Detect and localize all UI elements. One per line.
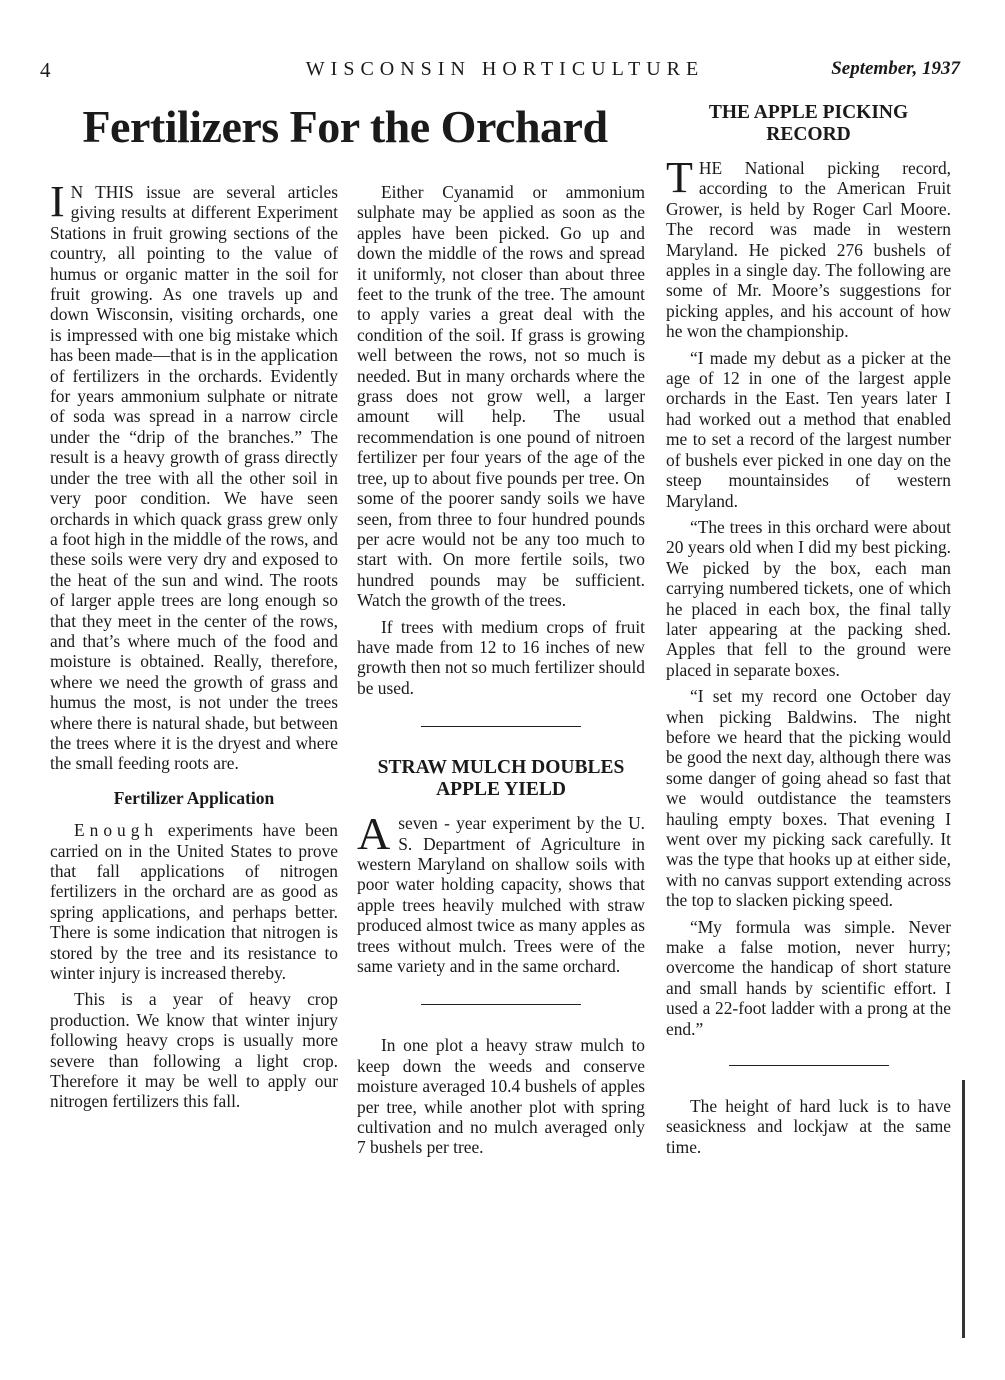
article-title: Fertilizers For the Orchard <box>82 101 608 152</box>
divider-rule <box>421 1004 581 1005</box>
apple-record-paragraph: “I made my debut as a picker at the age of 12 in one of the largest apple orchards in the East. Ten years later I had worked out a method that enabled me to set a record of the largest number of bushels ever picked in one day on the steep mountainsides of western Maryland. <box>666 347 951 511</box>
page-header <box>40 58 970 88</box>
apple-record-paragraph: “The trees in this orchard were about 20 years old when I did my best picking. We picked by the box, each man carrying numbered tickets, one of which he placed in each box, the final tally later appearing at the packing shed. Apples that fell to the ground were placed in separate boxes. <box>666 516 951 680</box>
drop-cap: I <box>50 177 65 226</box>
article-paragraph: If trees with medium crops of fruit have made from 12 to 16 inches of new growth then not so much fertilizer should be used. <box>357 616 645 698</box>
column-1 <box>50 177 338 1118</box>
issue-date: September, 1937 <box>831 58 960 79</box>
apple-record-paragraph: “My formula was simple. Never make a false motion, never hurry; overcome the handicap of short stature and small hands by scientific effort. I used a 22-foot ladder with a prong at the end.” <box>666 916 951 1039</box>
apple-record-title: THE APPLE PICKING RECORD <box>708 102 909 145</box>
article-lead-paragraph: I N THIS issue are several articles giving results at different Experiment Stations in fruit growing sections of the country, all pointing to the value of humus or organic matter in the soil for fruit growing. As one travels up and down Wisconsin, visiting orchards, one is impressed with one big mistake which has been made—that is in the application of fertilizers in the orchards. Evidently for years ammonium sulphate or nitrate of soda was spread in a narrow circle under the “drip of the branches.” The result is a heavy growth of grass directly under the tree with all the other soil in very poor condition. We have seen orchards in which quack grass grew only a foot high in the middle of the rows, and these soils were very dry and exposed to the heat of the sun and wind. The roots of larger apple trees are long enough so that they meet in the center of the rows, and that’s where much of the food and moisture is obtained. Really, therefore, where we need the growth of grass and humus the most, is not under the trees where there is natural shade, but between the trees where it is the dryest and where the small feeding roots are. <box>50 177 338 774</box>
drop-cap: A <box>357 808 391 860</box>
straw-mulch-paragraph: Aseven - year experiment by the U. S. Department of Agriculture in western Maryland on shallow soils with poor water holding capacity, shows that apple trees heavily mulched with straw produced almost twice as many apples as trees without mulch. Trees were of the same variety and in the same orchard. <box>357 808 645 976</box>
subheading: Fertilizer Application <box>113 787 275 808</box>
article-paragraph: This is a year of heavy crop production. We know that winter injury following heavy crops is usually more severe than following a light crop. Therefore it may be well to apply our nitrogen fertilizers this fall. <box>50 989 338 1112</box>
apple-record-paragraph: “I set my record one October day when picking Baldwins. The night before we heard that the picking would be good the next day, although there was some danger of going ahead so fast that we would outdistance the teamsters hauling empty boxes. That evening I went over my picking sack carefully. It was the type that hooks up at either side, with no canvas support extending across the top to slacken picking speed. <box>666 686 951 911</box>
page-edge-mark <box>962 1080 965 1338</box>
straw-mulch-paragraph: In one plot a heavy straw mulch to keep down the weeds and conserve moisture averaged 10.4 bushels of apples per tree, while another plot with spring cultivation and no mulch averaged only 7 bushels per tree. <box>357 1035 645 1158</box>
article-paragraph: Either Cyanamid or ammonium sulphate may be applied as soon as the apples have been picked. Go up and down the middle of the rows and spread it uniformly, not closer than about three feet to the trunk of the tree. The amount to apply varies a great deal with the condition of the soil. If grass is growing well between the rows, not so much is needed. But in many orchards where the grass does not grow well, a larger amount will help. The usual recommendation is one pound of nitroen fertilizer per four years of the age of the tree, up to about five pounds per tree. On some of the poorer sandy soils we have seen, from three to four hundred pounds per acre would not be any too much to start with. On more fertile soils, two hundred pounds may be sufficient. Watch the growth of the trees. <box>357 182 645 611</box>
divider-rule <box>729 1065 889 1066</box>
page-number: 4 <box>40 58 51 82</box>
article-paragraph: Enough experiments have been carried on in the United States to prove that fall applications of nitrogen fertilizers in the orchard are as good as spring applications, and perhaps better. There is some indication that nitrogen is stored by the tree and its resistance to winter injury is increased thereby. <box>50 820 338 984</box>
masthead: WISCONSIN HORTICULTURE <box>305 58 705 80</box>
column-2 <box>357 182 645 1164</box>
straw-mulch-title: STRAW MULCH DOUBLES APPLE YIELD <box>377 757 625 801</box>
filler-paragraph: The height of hard luck is to have seasickness and lockjaw at the same time. <box>666 1096 951 1157</box>
column-3 <box>666 102 951 1163</box>
drop-cap: T <box>666 153 693 202</box>
divider-rule <box>421 726 581 727</box>
apple-record-paragraph: THE National picking record, according to the American Fruit Grower, is held by Roger Carl Moore. The record was made in western Maryland. He picked 276 bushels of apples in a single day. The following are some of Mr. Moore’s suggestions for picking apples, and his account of how he won the championship. <box>666 153 951 342</box>
